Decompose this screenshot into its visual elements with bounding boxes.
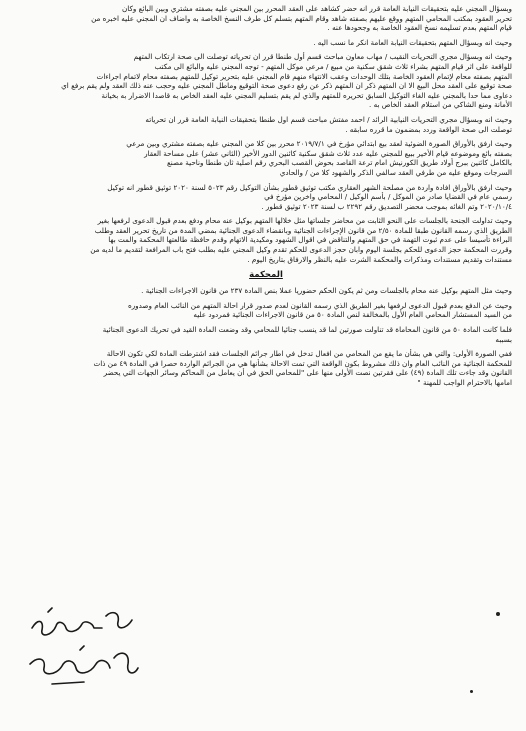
text-line: وحيث ارفق بالأوراق الصورة الضوئية لعقد بيع ابتدائي مؤرخ في ٢٠١٩/٧/١ محرر بين كلا من المجني عليه بصفته مشتري وبين مرعي [126,139,512,149]
text-line: دعاوى مما حدا بالمجني عليه الغاء التوكيل السابق تحريره للمتهم والذي لم يقم بتسليم المجني عليه العقد الخاص به قاصدا الاضرار به بخيانة [101,90,512,100]
paragraph-article-50 [20,325,512,344]
paragraph-proceedings [20,216,512,264]
text-line: توصلت الى صحة الواقعة وردد بمضمون ما قرره سابقه . [345,124,512,134]
text-line: وحيث عن الدفع بعدم قبول الدعوى لرفعها بغير الطريق الذي رسمه القانون لعدم صدور قرار احالة المتهم من النائب العام وصدوره [127,300,512,310]
section-heading-court: المحكمة [249,270,283,281]
text-line: وحيث تداولت الجنحة بالجلسات على النحو الثابت من محاضر جلساتها مثل خلالها المتهم بوكيل عنه محام ودفع بعدم قبول الدعوى لرفعها بغير [97,216,512,226]
text-line: الطريق الذي رسمه القانون طبقا للمادة ٢/٥٠ من قانون الإجراءات الجنائية وبانقضاء الدعوى الجنائية بمضي المدة من تاريخ تحرير العقد وطلب [94,225,512,235]
signature-scrawl-icon [22,598,142,698]
text-line: للواقعة على اثر قيام المتهم بشراء ثلاث شقق سكنية من مبيع / مرعي موكل المتهم - توجه المجني عليه والبائع الى مكتب [154,61,512,71]
paragraph-judgment-attendance [20,286,512,296]
paragraph-defendant-denial [20,38,512,48]
text-line: وحيث انه وبسؤال مجري التحريات النقيب / مهاب معاون مباحث قسم أول طنطا قرر ان تحرياته توصلت الى صحة ارتكاب المتهم [133,52,512,62]
text-line: صحة توقيع على العقد محل البيع الا ان المتهم ذكر ان المتهم ذكر عن رفع دعوى صحة التوقيع وماطل المجني عليه وحجب عنه ذلك العقد ولم يقم برفع اي [61,81,512,91]
paragraph-investigator-one [20,52,512,110]
ink-speck [470,690,473,693]
text-line: القانون وقد جاءت تلك المادة (٤٩) على فقرتين نصت الأولى منها على "للمحامي الحق في أن يعامل من المحاكم وسائر الجهات التي يحضر [103,368,512,378]
text-line: السرجات وموقع عليه من طرفي العقد سالفي الذكر والشهود كلا من / والحادي [279,167,512,177]
text-line: بسببه [495,334,512,344]
document-body [20,4,512,393]
paragraph-power-of-attorney [20,183,512,212]
text-line: فلما كانت المادة ٥٠ من قانون المحاماة قد تناولت صورتين لما قد ينسب جنائيا للمحامي وقد وضعت المادة القيد في تحريك الدعوى الجنائية [102,325,512,335]
text-line: امامها بالاحترام الواجب للمهنة " [417,378,512,387]
paragraph-sale-contract [20,139,512,177]
text-line: من السيد المستشار المحامي العام الأول بالمخالفة لنص المادة ٥٠ من قانون الاجراءات الجنائية فمردود عليه [193,310,512,320]
paragraph-first-case [20,349,512,387]
text-line: وقررت المحكمة حجز الدعوى للحكم بجلسة اليوم وابان حجز الدعوى للحكم تقدم وكيل المجني عليه بطلب فتح باب المرافعة لتقديم ما لديه من [90,245,512,255]
text-line: مستندات وتقديم مستندات ومذكرات والمحكمة الشرت عليه بالنظر والارفاق بتاريخ اليوم . [247,254,512,264]
paragraph-investigator-two [20,115,512,134]
text-line: تحرير العقود بمكتب المحامي المتهم ووقع عليهم بصفته شاهد وقام المتهم بتسلم كل طرف النسخ الخاصة به واضاف ان المجني عليه اخبره من [91,13,512,23]
text-line: وحيث مثل المتهم بوكيل عنه محام بالجلسات ومن ثم يكون الحكم حضوريا عملا بنص المادة ٢٣٧ من قانون الاجراءات الجنائية . [141,286,512,296]
ink-speck [496,612,500,616]
text-line: قيام المتهم بعدم تسليمه نسخ العقود الخاصة به وجحودها عنه . [327,23,512,33]
text-line: للمحكمة الجنائية من النائب العام وان ذلك مشروط بكون الواقعة التي تمت الاحالة بشأنها هي من الجرائم الواردة حصرا في المادة ٤٩ من ذات [93,358,512,368]
text-line: وبسؤال المجني عليه بتحقيقات النيابة العامة قرر انه حضر كشاهد على العقد المحرر بين المجني عليه بصفته مشتري وبين البائع وكان [122,4,512,13]
text-line: بصفته بائع وموضوعه قيام الأخير ببيع للمجني عليه عدد ثلاث شقق سكنية كائنين الدور الأخير (الثاني عشر) على مساحة العقار [144,148,512,158]
text-line: بالكامل كائنين ببرج أولاد طريق الكورنيش امام ترعة القاصد بحوض القصب البحري رقم اصلية ثان طنطا وناحية مصنع [166,158,512,168]
text-line: ٢٠٢٠/١٠/٤ وتم الغائه بموجب محضر التصديق رقم ٢٢٩٢ ب لسنة ٢٠٢٣ توثيق قطور . [261,201,512,211]
judge-signature [22,598,142,698]
text-line: وحيث ارفق بالأوراق افادة واردة من مصلحة الشهر العقاري مكتب توثيق قطور بشأن التوكيل رقم ٥٠٢٣ لسنة ٢٠٢٠ توثيق قطور انه توكيل [107,182,512,192]
text-line: البراءة تأسيسا على عدم ثبوت التهمة في حق المتهم والتناقض في اقوال الشهود ومكيدية الاتهام وقدم حافظة طالعتها المحكمة والمت بها [108,235,512,245]
text-line: وحيث انه وبسؤال مجري التحريات النيابية الرائد / احمد مفتش مباحث قسم اول طنطا بتحقيقات النيابة العامة قرر ان تحرياته [145,114,512,124]
text-line: ففي الصورة الأولى: والتي هي بشأن ما يقع من المحامي من افعال تدخل في اطار جرائم الجلسات فقد اشترطت المادة لكي تكون الاحالة [106,349,512,359]
text-line: المتهم بصفته محام لإتمام العقود الخاصة بتلك الوحدات وعقب الانتهاء منهم قام المجني عليه بتحرير توكيل للمتهم بصفته محام لاتمام اجراءات [96,71,512,81]
paragraph-defense-rebuttal [20,301,512,320]
text-line: الأمانة ومنع الشاكي من استلام العقد الخاص به . [369,100,512,110]
text-line: وحيث انه وبسؤال المتهم بتحقيقات النيابة العامة انكر ما نسب اليه . [313,37,512,47]
paragraph-victim-testimony [20,4,512,33]
text-line: رسمي عام في القضايا صادر من الموكل / بأسم الوكيل / المحامي واخرين مؤرخ في [264,192,512,202]
